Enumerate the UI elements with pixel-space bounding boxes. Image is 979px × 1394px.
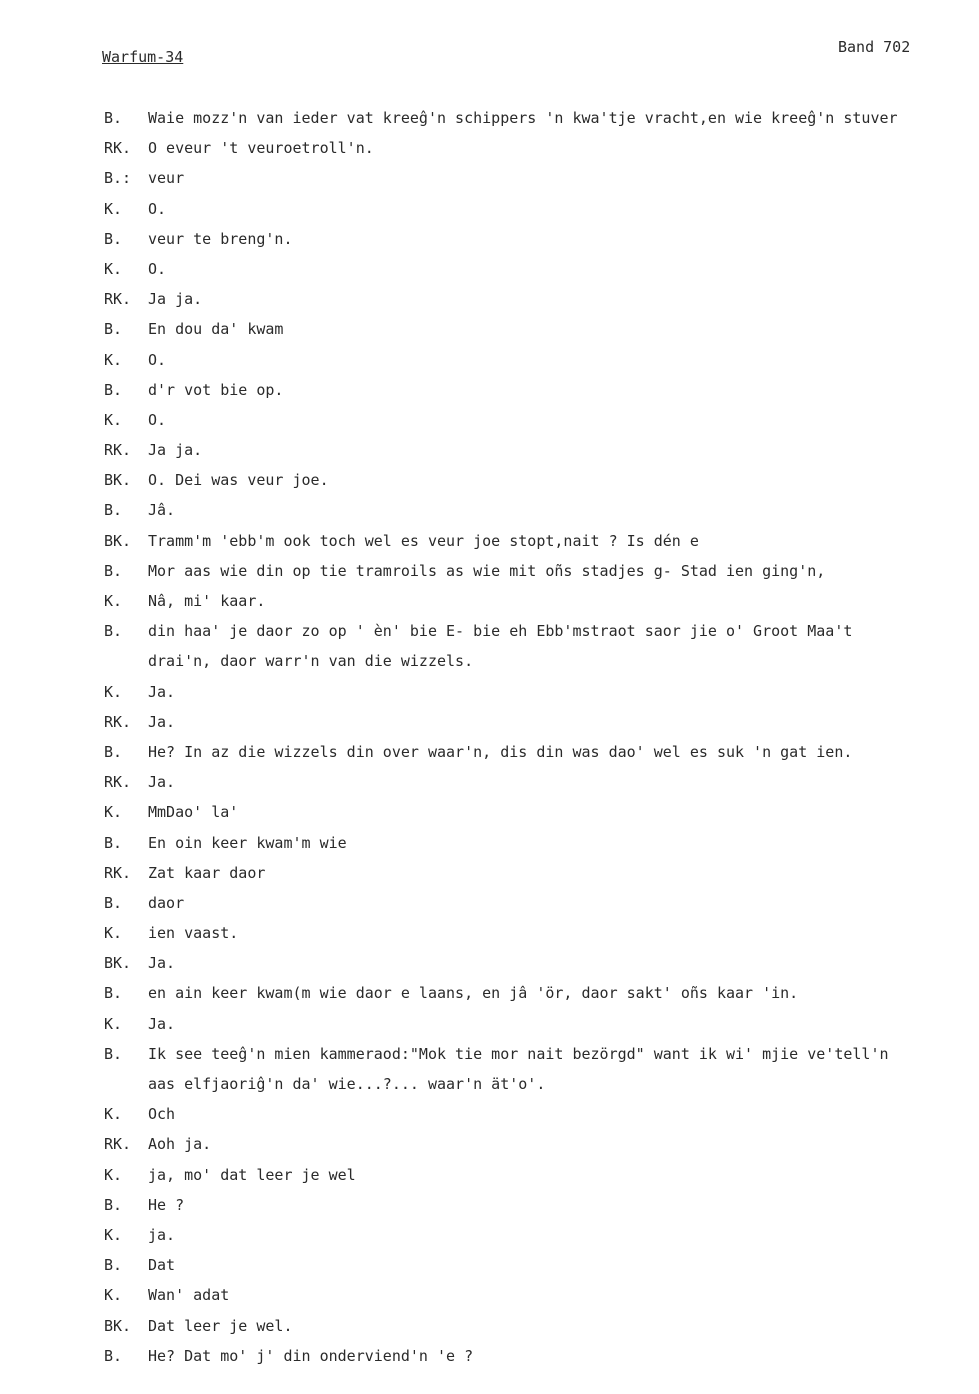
speaker-label: K. [104,410,123,429]
speaker-label: B. [104,1195,123,1214]
speaker-label: K. [104,1225,123,1244]
speaker-label: B. [104,109,123,127]
speaker-label: RK. [104,139,132,158]
transcript-line [104,465,979,495]
utterance-text: Waie mozz'n van ieder vat kreeĝ'n schippers 'n kwa'tje vracht,en wie kreeĝ'n stuver [148,109,898,127]
utterance-text: Dat leer je wel. [148,1316,293,1335]
utterance-text: Ja. [148,1014,176,1033]
transcript-line [104,1160,979,1190]
utterance-text: He? Dat mo' j' din onderviend'n 'e ? [148,1346,474,1365]
utterance-text: Ja ja. [148,441,203,460]
speaker-label: B. [104,622,123,641]
utterance-text: drai'n, daor warr'n van die wizzels. [148,652,474,671]
speaker-label: RK. [104,1135,132,1154]
utterance-text: Ja. [148,712,176,731]
speaker-label: B. [104,893,123,912]
speaker-label: K. [104,682,123,701]
utterance-text: veur [148,169,185,188]
speaker-label: B. [104,1044,123,1063]
speaker-label: RK. [104,441,132,460]
transcript-line [104,133,979,163]
utterance-text: veur te breng'n. [148,229,293,248]
transcript-line [104,435,979,465]
transcript-line [104,1341,979,1371]
transcript-continuation-line [104,1069,979,1099]
utterance-text: Dat [148,1256,176,1275]
transcript-line [104,1039,979,1069]
utterance-text: din haa' je daor zo op ' èn' bie E- bie eh Ebb'mstraot saor jie o' Groot Maa't [148,622,853,641]
transcript-line [104,1280,979,1310]
transcript-line [104,1009,979,1039]
speaker-label: RK. [104,773,132,792]
utterance-text: Zat kaar daor [148,863,266,882]
transcript-line [104,797,979,827]
utterance-text: Ja ja. [148,290,203,309]
transcript-line [104,314,979,344]
utterance-text: Ik see teeĝ'n mien kammeraod:"Mok tie mor nait bezörgd" want ik wi' mjie ve'tell'n [148,1044,889,1063]
speaker-label: RK. [104,712,132,731]
utterance-text: d'r vot bie op. [148,380,284,399]
transcript-line [104,375,979,405]
speaker-label: K. [104,924,123,943]
transcript-line [104,616,979,646]
speaker-label: RK. [104,863,132,882]
transcript-line [104,948,979,978]
speaker-label: BK. [104,531,132,550]
transcript-line [104,103,979,133]
transcript-line [104,737,979,767]
speaker-label: K. [104,592,123,610]
speaker-label: RK. [104,290,132,309]
transcript-lines [104,103,979,1371]
transcript-continuation-line [104,646,979,676]
utterance-text: ja, mo' dat leer je wel [148,1165,356,1184]
speaker-label: K. [104,1286,123,1305]
utterance-text: MmDao' la' [148,803,239,822]
transcript-line [104,194,979,224]
transcript-line [104,1250,979,1280]
speaker-label: B. [104,320,123,339]
utterance-text: Jâ. [148,501,176,520]
utterance-text: Nâ, mi' kaar. [148,592,266,610]
document-location-label: Warfum-34 [102,48,184,66]
transcript-line [104,284,979,314]
utterance-text: En oin keer kwam'm wie [148,833,347,852]
speaker-label: B. [104,229,123,248]
utterance-text: ja. [148,1225,176,1244]
speaker-label: B. [104,833,123,852]
speaker-label: BK. [104,471,132,490]
speaker-label: K. [104,1165,123,1184]
transcript-line [104,1190,979,1220]
utterance-text: He ? [148,1195,185,1214]
speaker-label: B. [104,501,123,520]
transcript-line [104,1099,979,1129]
transcript-line [104,254,979,284]
transcript-line [104,978,979,1008]
speaker-label: K. [104,803,123,822]
utterance-text: Ja. [148,773,176,792]
utterance-text: O eveur 't veuroetroll'n. [148,139,374,158]
utterance-text: Tramm'm 'ebb'm ook toch wel es veur joe stopt,nait ? Is dén e [148,531,699,550]
utterance-text: Wan' adat [148,1286,230,1305]
speaker-label: BK. [104,954,132,973]
transcript-line [104,707,979,737]
transcript-line [104,858,979,888]
transcript-line [104,345,979,375]
transcript-line [104,828,979,858]
speaker-label: BK. [104,1316,132,1335]
transcript-line [104,405,979,435]
speaker-label: K. [104,1014,123,1033]
speaker-label: B. [104,561,123,580]
transcript-line [104,556,979,586]
utterance-text: Ja. [148,954,176,973]
utterance-text: O. [148,259,167,278]
utterance-text: Och [148,1105,176,1124]
utterance-text: O. [148,350,167,369]
speaker-label: B. [104,380,123,399]
speaker-label: B. [104,1256,123,1275]
utterance-text: Aoh ja. [148,1135,212,1154]
utterance-text: daor [148,893,185,912]
transcript-line [104,586,979,616]
speaker-label: B. [104,984,123,1003]
utterance-text: O. [148,410,167,429]
transcript-line [104,767,979,797]
transcript-line [104,1220,979,1250]
utterance-text: Mor aas wie din op tie tramroils as wie mit oñs stadjes g- Stad ien ging'n, [148,561,826,580]
transcript-line [104,918,979,948]
transcript-line [104,1129,979,1159]
speaker-label: B.: [104,169,132,188]
transcript-line [104,495,979,525]
utterance-text: en ain keer kwam(m wie daor e laans, en jâ 'ör, daor sakt' oñs kaar 'in. [148,984,799,1003]
utterance-text: He? In az die wizzels din over waar'n, dis din was dao' wel es suk 'n gat ien. [148,742,853,761]
speaker-label: B. [104,742,123,761]
speaker-label: B. [104,1346,123,1365]
speaker-label: K. [104,1105,123,1124]
utterance-text: O. Dei was veur joe. [148,471,329,490]
utterance-text: O. [148,199,167,218]
speaker-label: K. [104,199,123,218]
transcript-line [104,163,979,193]
utterance-text: Ja. [148,682,176,701]
transcript-line [104,224,979,254]
transcript-line [104,1311,979,1341]
transcript-line [104,677,979,707]
utterance-text: aas elfjaoriĝ'n da' wie...?... waar'n ät'o'. [148,1075,546,1093]
band-number-label: Band 702 [838,38,911,56]
speaker-label: K. [104,350,123,369]
utterance-text: ien vaast. [148,924,239,943]
transcript-line [104,526,979,556]
speaker-label: K. [104,259,123,278]
transcript-line [104,888,979,918]
utterance-text: En dou da' kwam [148,320,284,339]
